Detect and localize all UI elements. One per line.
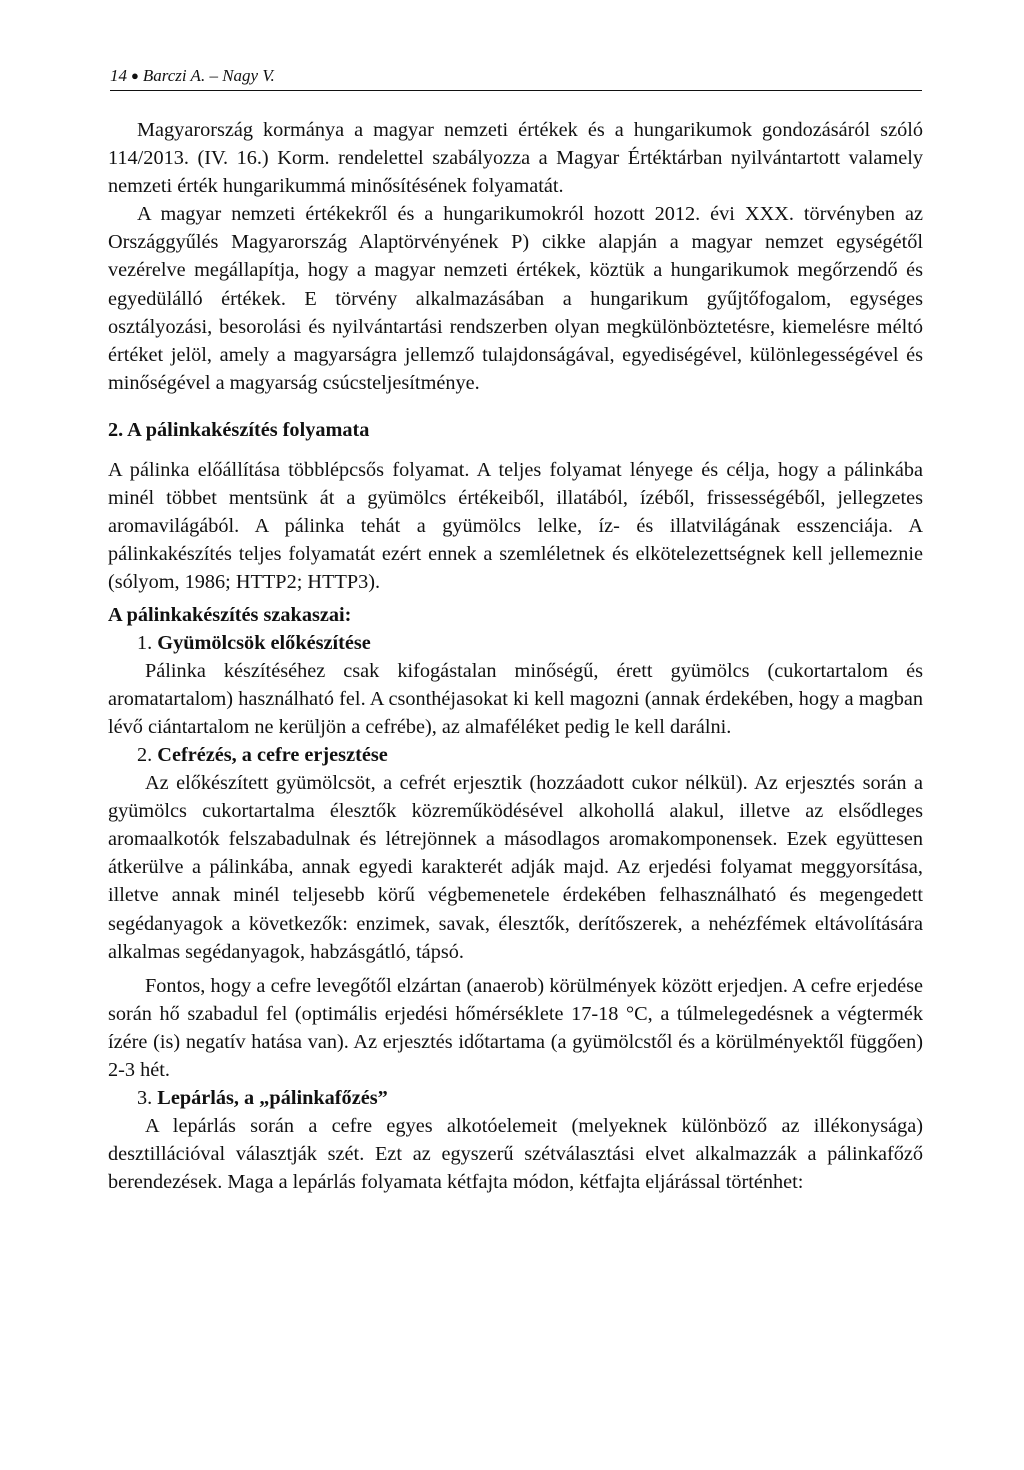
bullet-icon: ● [131,68,139,83]
paragraph-process: A pálinka előállítása többlépcsős folyamat. A teljes folyamat lényege és célja, hogy a pálinkába minél többet mentsünk át a gyümölcs értékeiből, illatából, ízéből, frissességéből, jellegzetes aromavilágából. A pálinka tehát a gyümölcs lelke, íz- és illatvilágának esszenciája. A pálinkakészítés teljes folyamatát ezért ennek a szemléletnek és elkötelezettségnek kell jellemeznie (sólyom, 1986; HTTP2; HTTP3). [108,459,923,594]
paragraph-step-1: Pálinka készítéséhez csak kifogástalan minőségű, érett gyümölcs (cukortartalom és aromatartalom) használható fel. A csonthéjasokat ki kell magozni (annak érdekében, hogy a magban lévő ciántartalom ne kerüljön a cefrébe), az almaféléket pedig le kell darálni. [108,659,923,738]
body-text [108,116,923,1196]
step-1-heading [137,629,923,657]
paragraph-law: A magyar nemzeti értékekről és a hungarikumokról hozott 2012. évi XXX. törvényben az Országgyűlés Magyarország Alaptörvényének P) cikke alapján a magyar nemzet egységétől vezérelve megállapítja, hogy a magyar nemzeti értékek, köztük a hungarikumok megőrzendő és egyedülálló értékek. E törvény alkalmazásában a hungarikum gyűjtőfogalom, egységes osztályozási, besorolási és nyilvántartási rendszerben olyan megkülönböztetésre, kiemelésre méltó értéket jelöl, amely a magyarságra jellemző tulajdonságával, egyediségével, különlegességével és minőségével a magyarság csúcsteljesítménye. [108,203,923,394]
header-authors: Barczi A. – Nagy V. [142,66,275,85]
paragraph-step-3: A lepárlás során a cefre egyes alkotóelemeit (melyeknek különböző az illékonysága) desztillációval választják szét. Ezt az egyszerű szétválasztási elvet alkalmazzák a pálinkafőző berendezések. Maga a lepárlás folyamata kétfajta módon, kétfajta eljárással történhet: [108,1115,923,1194]
page-number: 14 [110,66,127,85]
step-2-number: 2. [137,743,153,766]
step-3-heading [137,1084,923,1112]
step-2-heading [137,741,923,769]
step-1-number: 1. [137,631,153,654]
step-3-title: Lepárlás, a „pálinkafőzés” [157,1087,388,1110]
running-header [110,66,922,91]
paragraph-step-2: Az előkészített gyümölcsöt, a cefrét erjesztik (hozzáadott cukor nélkül). Az erjesztés során a gyümölcs cukortartalma élesztők közreműködésével alkohollá alakul, illetve az elsődleges aromaalkotók felszabadulnak és létrejönnek a másodlagos aromakomponensek. Ezek együttesen átkerülve a pálinkába, annak egyedi karakterét adják majd. Az erjedési folyamat meggyorsítása, illetve annak minél teljesebb körű végbemenetele érdekében felhasználható és megengedett segédanyagok a következők: enzimek, savak, élesztők, derítőszerek, a nehézfémek eltávolítására alkalmas segédanyagok, habzásgátló, tápsó. [108,772,923,963]
step-3-number: 3. [137,1087,153,1110]
step-1-title: Gyümölcsök előkészítése [157,631,371,654]
section-heading: 2. A pálinkakészítés folyamata [108,418,370,441]
paragraph-decree: Magyarország kormánya a magyar nemzeti értékek és a hungarikumok gondozásáról szóló 114/2013. (IV. 16.) Korm. rendelettel szabályozza a Magyar Értéktárban nyilvántartott valamely nemzeti érték hungarikummá minősítésének folyamatát. [108,119,923,198]
paragraph-fermentation: Fontos, hogy a cefre levegőtől elzártan (anaerob) körülmények között erjedjen. A cefre erjedése során hő szabadul fel (optimális erjedési hőmérséklete 17-18 °C, a túlmelegedésnek a végtermék ízére (is) negatív hatása van). Az erjesztés időtartama (a gyümölcstől és a körülményektől függően) 2-3 hét. [108,974,923,1081]
step-2-title: Cefrézés, a cefre erjesztése [157,743,388,766]
stages-heading: A pálinkakészítés szakaszai: [108,603,352,626]
